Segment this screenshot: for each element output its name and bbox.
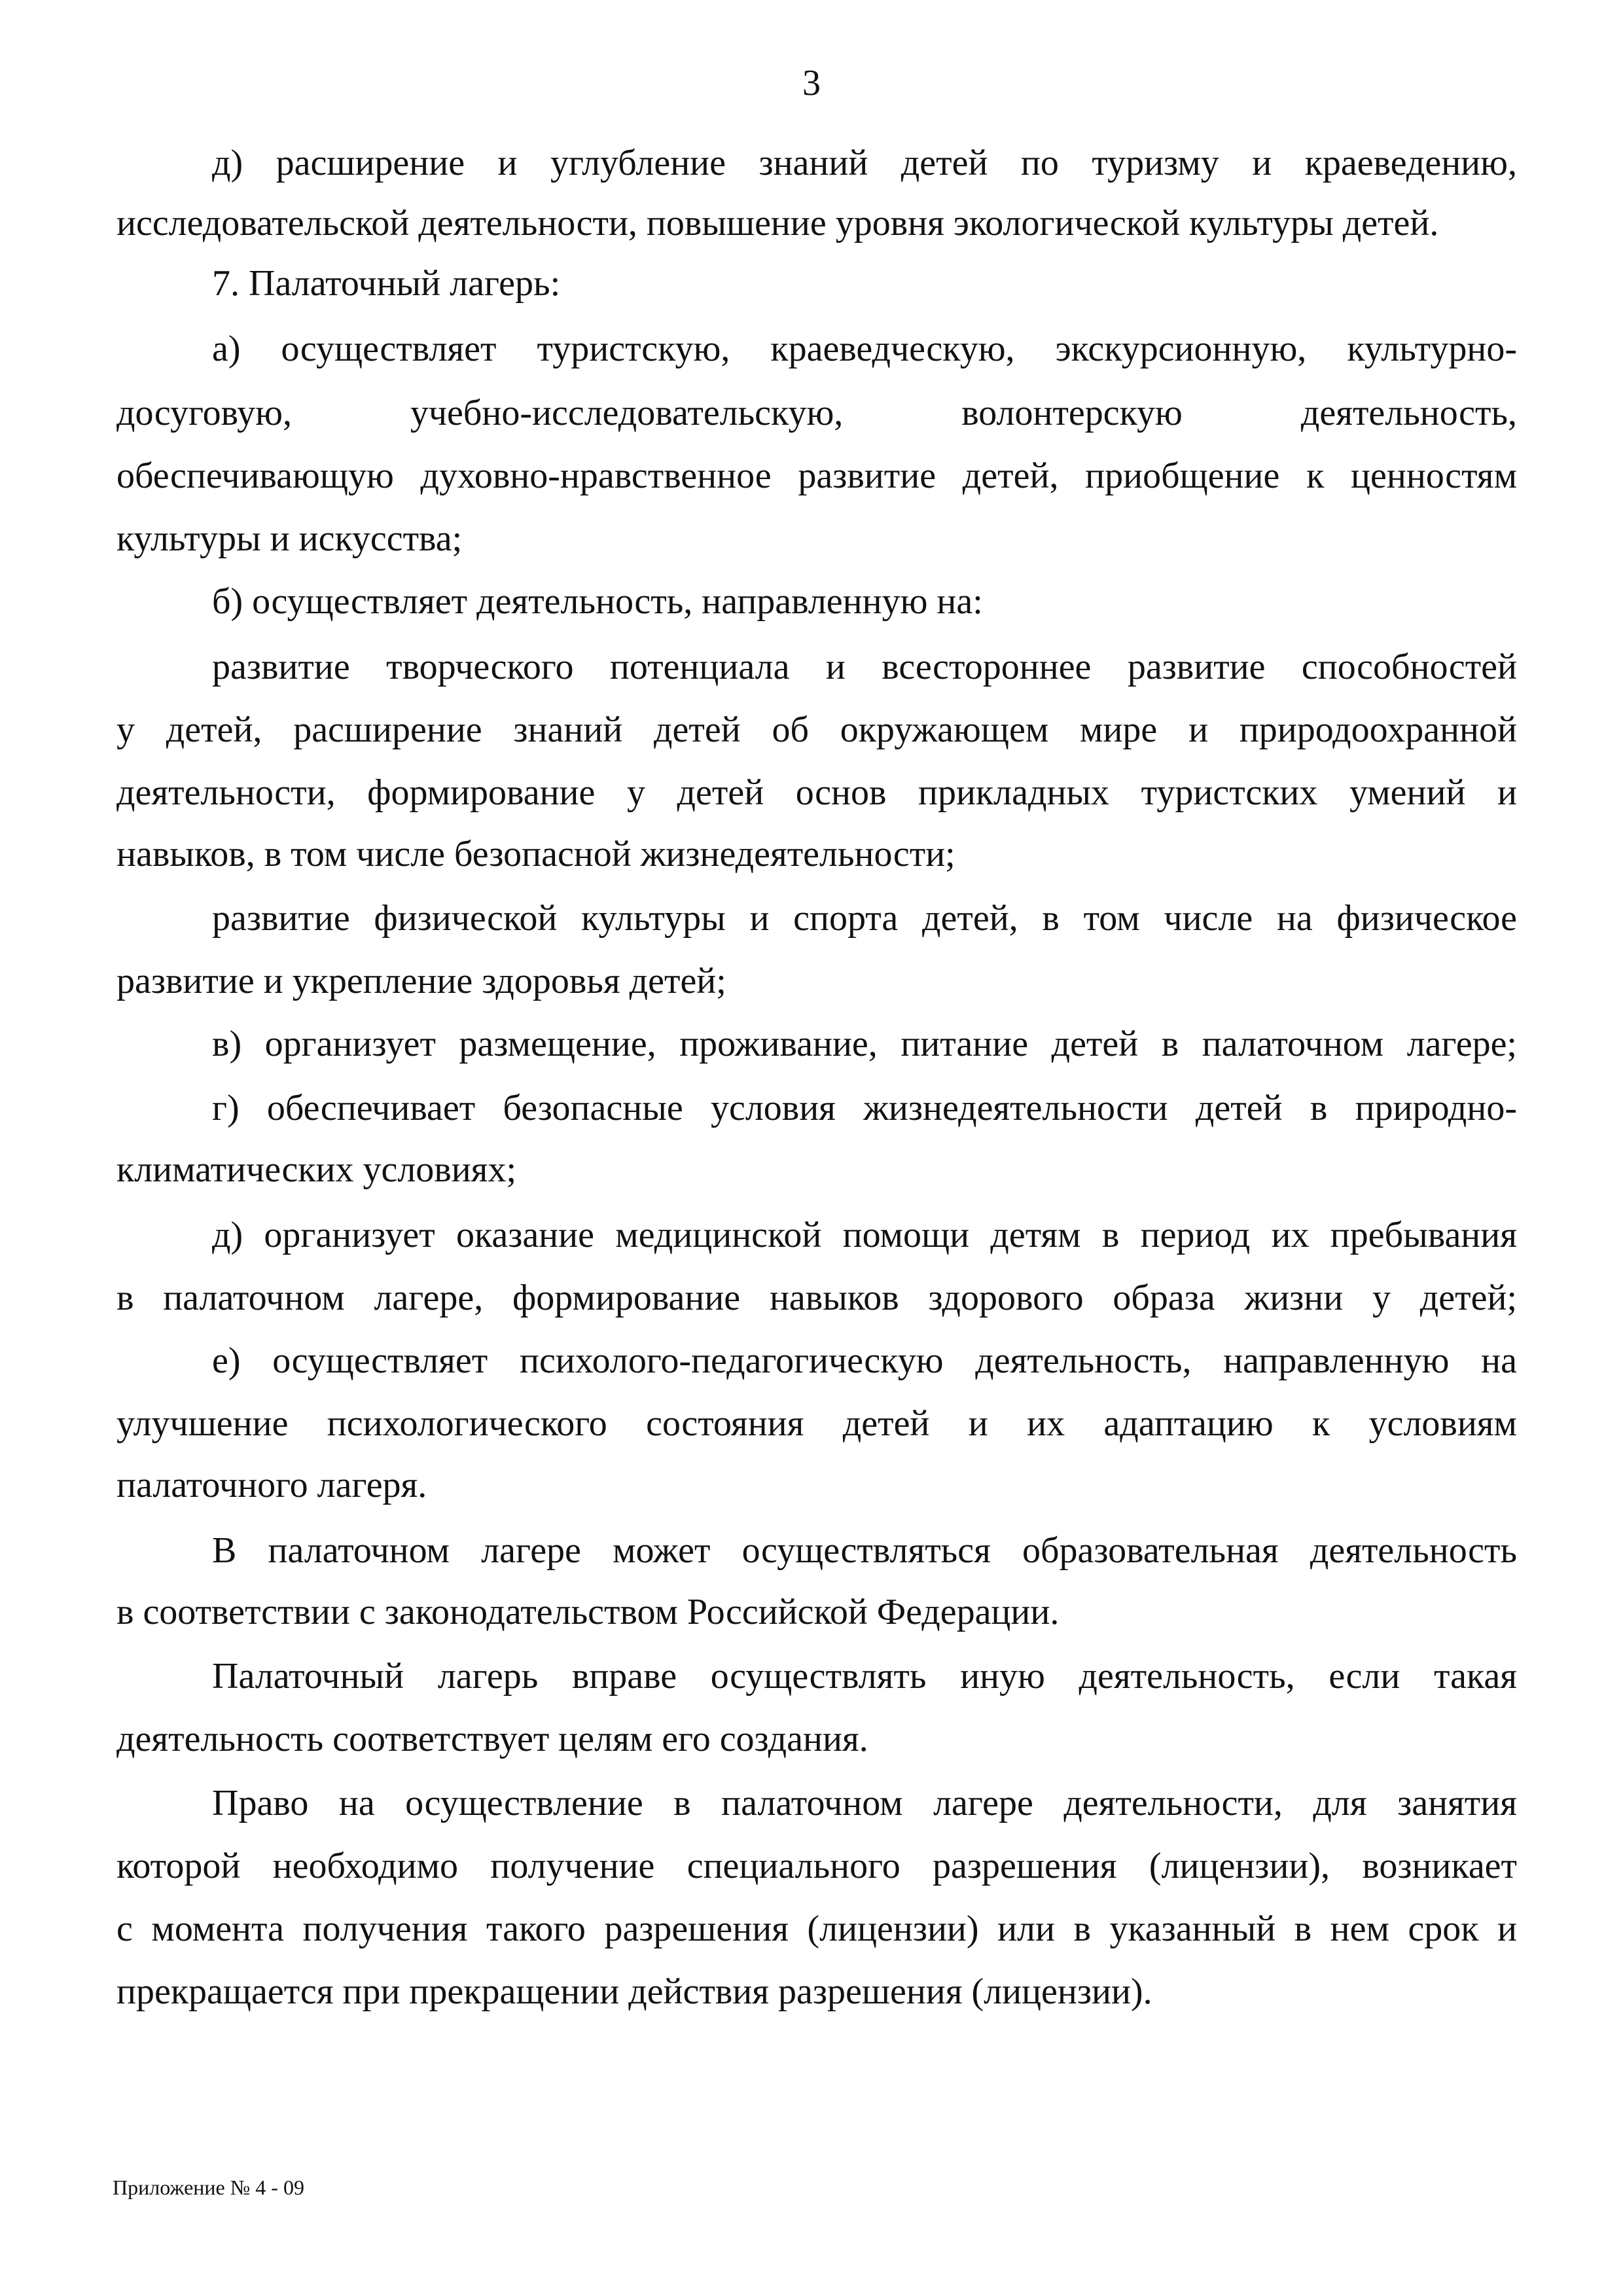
text-line: Палаточный лагерь вправе осуществлять иную деятельность, если такая [212,1656,1517,1696]
text-line: с момента получения такого разрешения (лицензии) или в указанный в нем срок и [116,1909,1517,1949]
text-line: улучшение психологического состояния детей и их адаптацию к условиям [116,1403,1517,1444]
text-line: климатических условиях; [116,1149,516,1190]
text-line: в) организует размещение, проживание, питание детей в палаточном лагере; [212,1024,1517,1064]
text-line: а) осуществляет туристскую, краеведческую, экскурсионную, культурно- [212,329,1517,369]
text-line: у детей, расширение знаний детей об окружающем мире и природоохранной [116,709,1517,750]
text-line: культуры и искусства; [116,518,463,559]
text-line: развитие и укрепление здоровья детей; [116,961,726,1001]
page-number: 3 [802,63,821,103]
text-line: в палаточном лагере, формирование навыков здорового образа жизни у детей; [116,1278,1517,1318]
text-line: Право на осуществление в палаточном лагере деятельности, для занятия [212,1783,1517,1823]
text-line: деятельность соответствует целям его создания. [116,1719,868,1759]
text-line: В палаточном лагере может осуществляться образовательная деятельность [212,1530,1517,1571]
text-line: развитие творческого потенциала и всестороннее развитие способностей [212,647,1517,687]
text-line: г) обеспечивает безопасные условия жизнедеятельности детей в природно- [212,1088,1517,1128]
text-line: д) организует оказание медицинской помощи детям в период их пребывания [212,1215,1517,1255]
text-line: развитие физической культуры и спорта детей, в том числе на физическое [212,898,1517,939]
text-line: д) расширение и углубление знаний детей по туризму и краеведению, [212,143,1517,183]
text-line: деятельности, формирование у детей основ прикладных туристских умений и [116,772,1517,813]
text-line: 7. Палаточный лагерь: [212,263,561,304]
footer-note: Приложение № 4 - 09 [113,2176,304,2199]
text-line: палаточного лагеря. [116,1465,427,1505]
text-line: б) осуществляет деятельность, направленную на: [212,581,983,622]
text-line: обеспечивающую духовно-нравственное развитие детей, приобщение к ценностям [116,456,1517,496]
text-line: навыков, в том числе безопасной жизнедеятельности; [116,834,955,874]
text-line: прекращается при прекращении действия разрешения (лицензии). [116,1971,1152,2012]
text-line: досуговую, учебно-исследовательскую, волонтерскую деятельность, [116,393,1517,433]
text-line: исследовательской деятельности, повышение уровня экологической культуры детей. [116,203,1439,243]
text-line: которой необходимо получение специального разрешения (лицензии), возникает [116,1846,1517,1886]
text-line: в соответствии с законодательством Российской Федерации. [116,1592,1060,1632]
text-line: е) осуществляет психолого-педагогическую деятельность, направленную на [212,1340,1517,1381]
